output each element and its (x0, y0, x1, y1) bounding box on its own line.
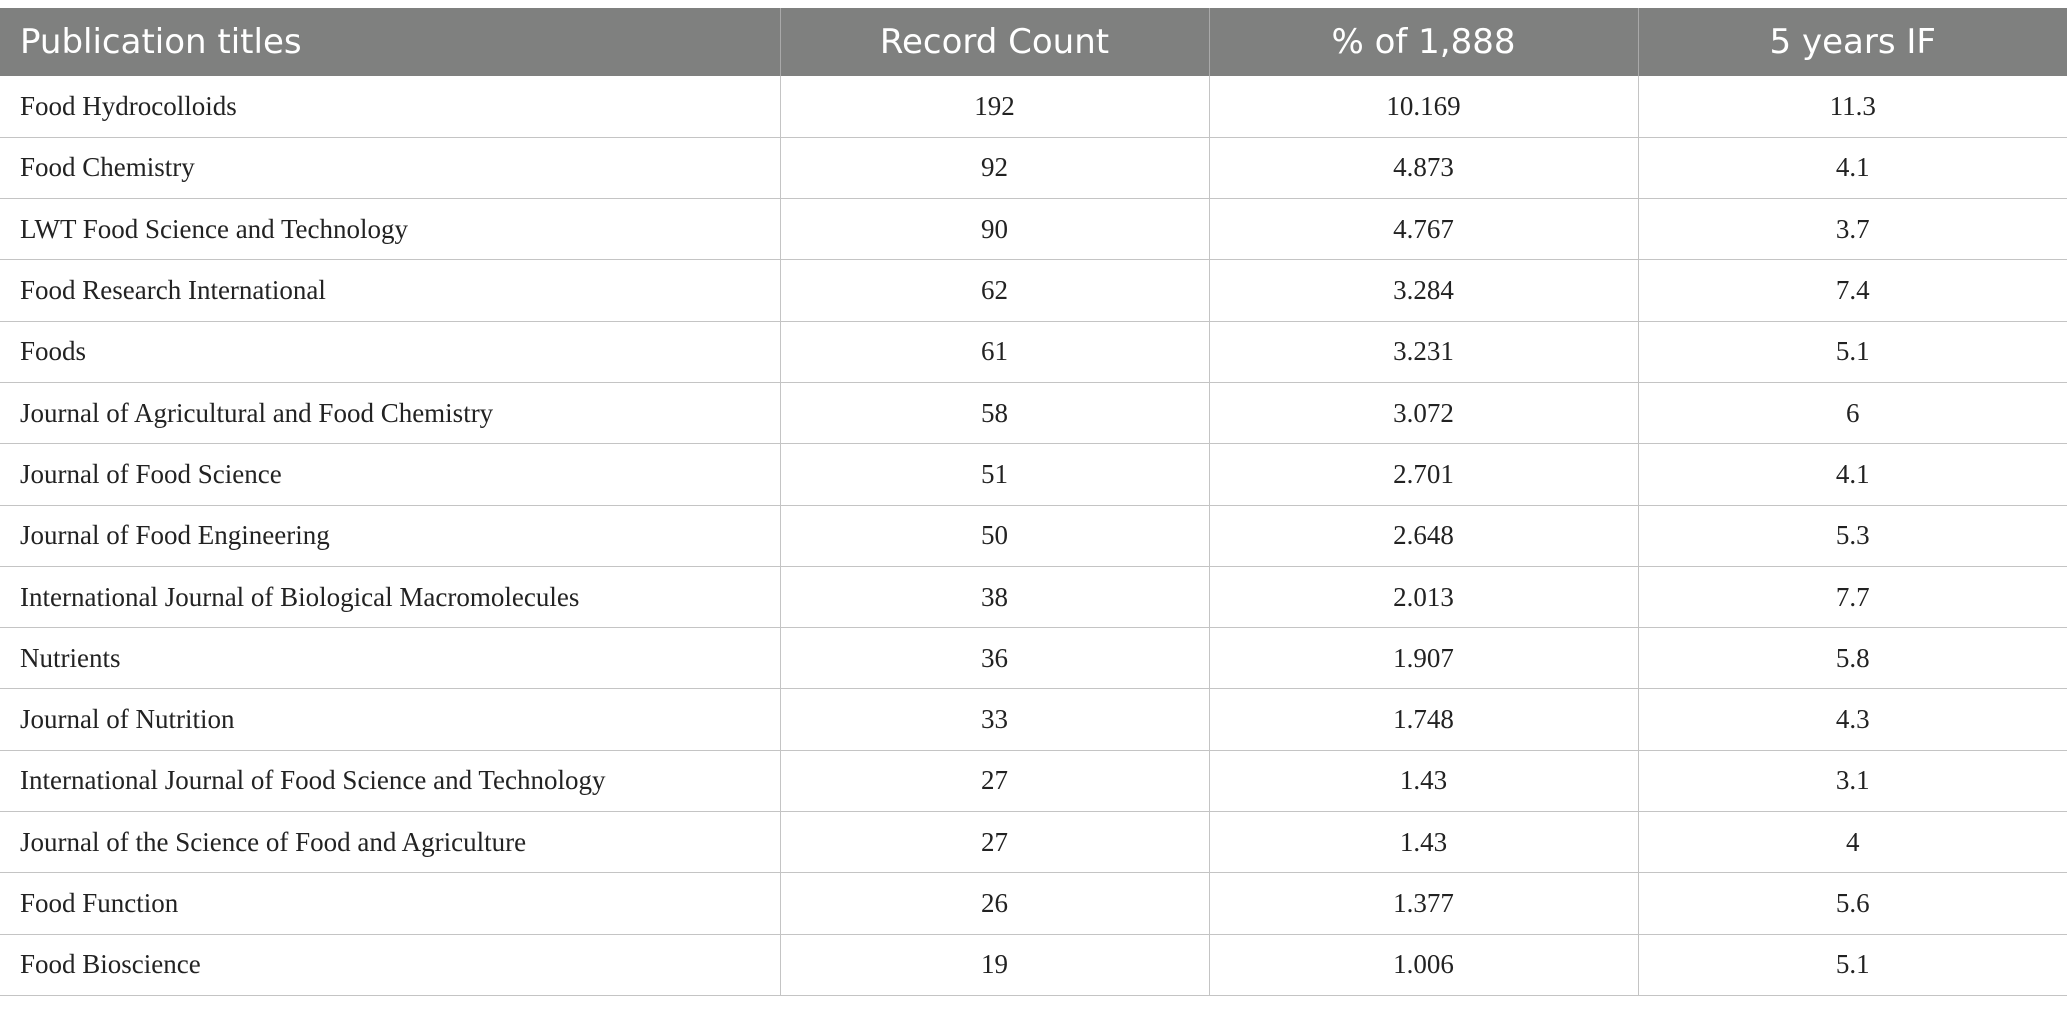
record-count-cell: 61 (780, 321, 1209, 382)
table-row (0, 934, 2067, 995)
publication-title-cell: International Journal of Biological Macromolecules (0, 566, 780, 627)
header-record-count: Record Count (780, 8, 1209, 76)
percent-cell: 3.231 (1209, 321, 1638, 382)
percent-cell: 1.43 (1209, 750, 1638, 811)
table-row (0, 444, 2067, 505)
record-count-cell: 90 (780, 199, 1209, 260)
percent-cell: 2.013 (1209, 566, 1638, 627)
percent-cell: 3.072 (1209, 382, 1638, 443)
publication-title-cell: Journal of Food Engineering (0, 505, 780, 566)
impact-factor-cell: 4 (1638, 812, 2067, 873)
impact-factor-cell: 4.1 (1638, 137, 2067, 198)
impact-factor-cell: 4.3 (1638, 689, 2067, 750)
impact-factor-cell: 5.8 (1638, 628, 2067, 689)
table-row (0, 873, 2067, 934)
record-count-cell: 62 (780, 260, 1209, 321)
percent-cell: 4.873 (1209, 137, 1638, 198)
impact-factor-cell: 6 (1638, 382, 2067, 443)
record-count-cell: 36 (780, 628, 1209, 689)
publication-title-cell: Journal of Nutrition (0, 689, 780, 750)
impact-factor-cell: 5.1 (1638, 934, 2067, 995)
publication-title-cell: LWT Food Science and Technology (0, 199, 780, 260)
record-count-cell: 192 (780, 76, 1209, 137)
publication-title-cell: Journal of Agricultural and Food Chemistry (0, 382, 780, 443)
table-row (0, 628, 2067, 689)
table-row (0, 750, 2067, 811)
percent-cell: 1.377 (1209, 873, 1638, 934)
record-count-cell: 50 (780, 505, 1209, 566)
table-row (0, 321, 2067, 382)
impact-factor-cell: 3.7 (1638, 199, 2067, 260)
impact-factor-cell: 7.7 (1638, 566, 2067, 627)
record-count-cell: 58 (780, 382, 1209, 443)
table-body (0, 76, 2067, 995)
publication-title-cell: Nutrients (0, 628, 780, 689)
record-count-cell: 38 (780, 566, 1209, 627)
record-count-cell: 51 (780, 444, 1209, 505)
impact-factor-cell: 5.1 (1638, 321, 2067, 382)
publication-title-cell: Food Bioscience (0, 934, 780, 995)
publication-title-cell: Journal of the Science of Food and Agriculture (0, 812, 780, 873)
impact-factor-cell: 3.1 (1638, 750, 2067, 811)
percent-cell: 1.43 (1209, 812, 1638, 873)
percent-cell: 2.648 (1209, 505, 1638, 566)
table-row (0, 199, 2067, 260)
percent-cell: 2.701 (1209, 444, 1638, 505)
table-row (0, 76, 2067, 137)
impact-factor-cell: 7.4 (1638, 260, 2067, 321)
record-count-cell: 27 (780, 812, 1209, 873)
record-count-cell: 26 (780, 873, 1209, 934)
record-count-cell: 27 (780, 750, 1209, 811)
header-publication-titles: Publication titles (0, 8, 780, 76)
publication-title-cell: Food Function (0, 873, 780, 934)
record-count-cell: 92 (780, 137, 1209, 198)
header-percent: % of 1,888 (1209, 8, 1638, 76)
impact-factor-cell: 11.3 (1638, 76, 2067, 137)
percent-cell: 4.767 (1209, 199, 1638, 260)
percent-cell: 3.284 (1209, 260, 1638, 321)
publication-title-cell: Food Research International (0, 260, 780, 321)
percent-cell: 10.169 (1209, 76, 1638, 137)
table-row (0, 566, 2067, 627)
publication-title-cell: Food Chemistry (0, 137, 780, 198)
table-row (0, 812, 2067, 873)
header-five-year-if: 5 years IF (1638, 8, 2067, 76)
publication-title-cell: Journal of Food Science (0, 444, 780, 505)
publication-table-container (0, 8, 2067, 996)
table-header-row (0, 8, 2067, 76)
table-row (0, 689, 2067, 750)
table-row (0, 260, 2067, 321)
impact-factor-cell: 5.3 (1638, 505, 2067, 566)
publication-table (0, 8, 2067, 996)
impact-factor-cell: 5.6 (1638, 873, 2067, 934)
publication-title-cell: Food Hydrocolloids (0, 76, 780, 137)
publication-title-cell: International Journal of Food Science and Technology (0, 750, 780, 811)
publication-title-cell: Foods (0, 321, 780, 382)
percent-cell: 1.006 (1209, 934, 1638, 995)
table-row (0, 137, 2067, 198)
record-count-cell: 19 (780, 934, 1209, 995)
percent-cell: 1.907 (1209, 628, 1638, 689)
percent-cell: 1.748 (1209, 689, 1638, 750)
table-row (0, 505, 2067, 566)
impact-factor-cell: 4.1 (1638, 444, 2067, 505)
table-row (0, 382, 2067, 443)
record-count-cell: 33 (780, 689, 1209, 750)
